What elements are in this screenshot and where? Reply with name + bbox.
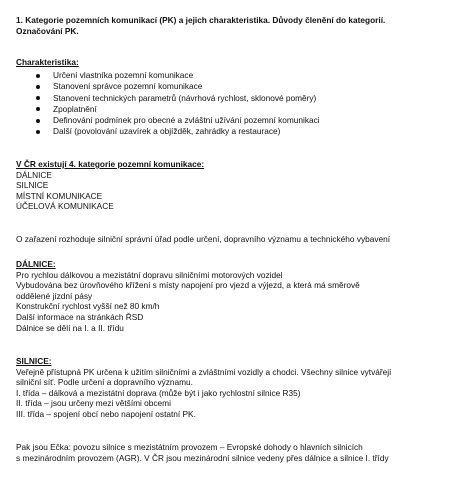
list-item-text: Zpoplatnění <box>53 103 97 114</box>
bullet-icon <box>36 74 40 78</box>
footer-paragraph <box>16 442 446 463</box>
bullet-icon <box>36 85 40 89</box>
silnice-line: III. třída – spojení obcí nebo napojení ostatní PK. <box>16 408 196 419</box>
dalnice-title: DÁLNICE: <box>16 259 56 269</box>
list-item-text: Určení vlastníka pozemní komunikace <box>53 70 194 80</box>
dalnice-line: Pro rychlou dálkovou a mezistátní dopravu silničními motorových vozidel <box>16 269 283 280</box>
silnice-line: Veřejně přístupná PK určena k užitím silničními a zvláštními vozidly a chodci. Všechny silnice vytvářejí <box>16 366 392 377</box>
dalnice-line: Další informace na stránkách ŘSD <box>16 311 144 322</box>
list-item <box>36 81 446 92</box>
characteristics-title-block <box>16 57 446 68</box>
bullet-icon <box>36 119 40 123</box>
dalnice-section <box>16 259 446 333</box>
categories-section <box>16 159 446 212</box>
list-item-text: Definování podmínek pro obecné a zvláštní užívání pozemní komunikaci <box>53 115 320 126</box>
footer-line: s mezinárodním provozem (AGR). V ČR jsou mezinárodní silnice vedeny přes dálnice a silnice I. třídy <box>16 452 389 463</box>
list-item-text: Stanovení technických parametrů (návrhová rychlost, sklonové poměry) <box>53 92 317 103</box>
silnice-line: II. třída – jsou určeny mezi většími obcemi <box>16 398 171 409</box>
list-item-text: Stanovení správce pozemní komunikace <box>53 81 203 92</box>
dalnice-line: Dálnice se dělí na I. a II. třídu <box>16 322 124 333</box>
silnice-line: silniční síť. Podle určení a dopravního významu. <box>16 377 193 388</box>
characteristics-title: Charakteristika: <box>16 57 79 67</box>
category-item: ÚČELOVÁ KOMUNIKACE <box>16 201 114 212</box>
list-item <box>36 126 446 137</box>
list-item-text: Další (povolování uzavírek a objížděk, zahrádky a restaurace) <box>53 126 281 137</box>
footer-line: Pak jsou Ečka: povozu silnice s mezistátním provozem – Evropské dohody o hlavních silnicích <box>16 442 363 452</box>
silnice-title: SILNICE: <box>16 356 52 366</box>
document-heading <box>16 15 446 36</box>
dalnice-line: oddělené jízdní pásy <box>16 290 93 301</box>
bullet-icon <box>36 96 40 100</box>
category-item: DÁLNICE <box>16 169 52 180</box>
bullet-icon <box>36 107 40 111</box>
categories-title: V ČR existují 4. kategorie pozemní komunikace: <box>16 159 205 169</box>
list-item <box>36 70 446 81</box>
list-item <box>36 104 446 115</box>
heading-line-1: 1. Kategorie pozemních komunikací (PK) a jejich charakteristika. Důvody členění do kategorií. <box>16 15 386 25</box>
dalnice-line: Konstrukční rychlost vyšší než 80 km/h <box>16 301 160 312</box>
silnice-line: I. třída – dálková a mezistátní doprava (může být i jako rychlostní silnice R35) <box>16 387 301 398</box>
characteristics-list <box>36 70 446 138</box>
heading-line-2: Označování PK. <box>16 25 79 36</box>
list-item <box>36 115 446 126</box>
silnice-section <box>16 356 446 420</box>
dalnice-line: Vybudována bez úrovňového křížení s místy napojení pro vjezd a výjezd, a která má směrově <box>16 280 360 291</box>
list-item <box>36 93 446 104</box>
bullet-icon <box>36 130 40 134</box>
category-item: SILNICE <box>16 180 49 191</box>
assignment-text: O zařazení rozhoduje silniční správní úřad podle určení, dopravního významu a technického vybavení <box>16 234 391 244</box>
category-item: MÍSTNÍ KOMUNIKACE <box>16 190 103 201</box>
assignment-paragraph <box>16 234 446 245</box>
